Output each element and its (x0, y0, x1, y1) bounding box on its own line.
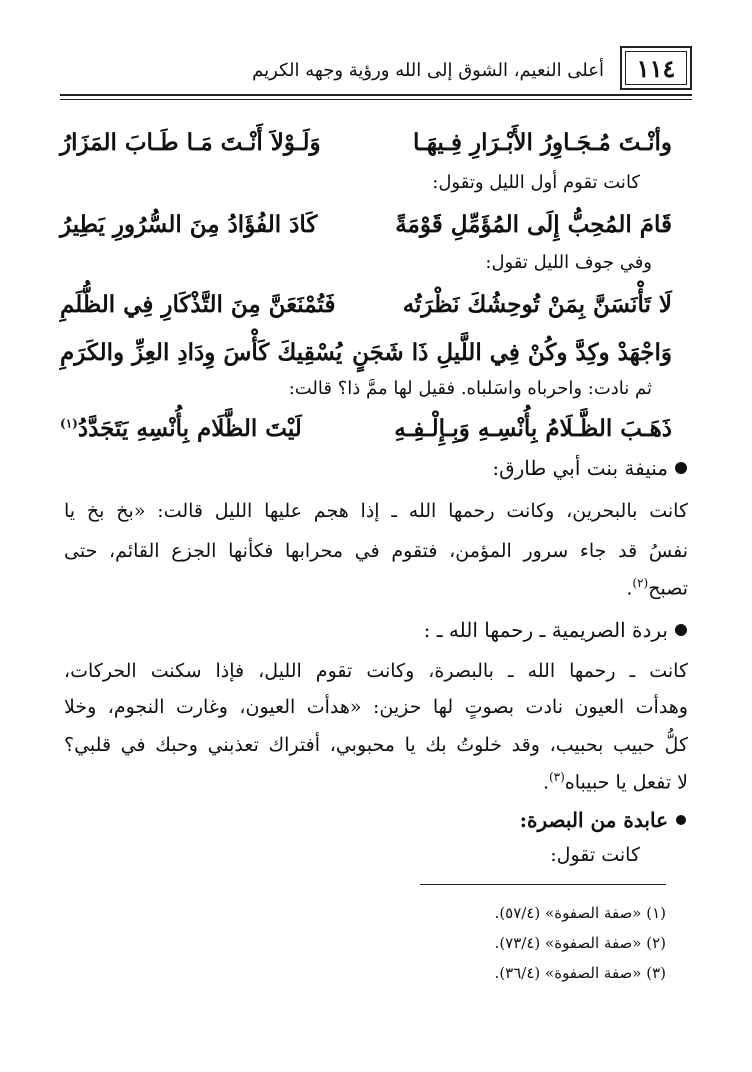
bullet-icon (676, 815, 686, 825)
page-number-box (620, 46, 692, 90)
verse-text: لَيْتَ الظَّلَام بِأُنْسِهِ يَتَجَدَّدُ (77, 414, 302, 442)
paragraph-line: وهدأت العيون نادت بصوتٍ لها حزين: «هدأت العيون، وغارت النجوم، وخلا (64, 696, 688, 718)
section-title: منيفة بنت أبي طارق: (492, 456, 668, 480)
footnote: (١) «صفة الصفوة» (٥٧/٤). (494, 904, 666, 922)
bullet-icon (676, 463, 686, 473)
paragraph-line: كانت ـ رحمها الله ـ بالبصرة، وكانت تقوم الليل، فإذا سكنت الحركات، (64, 660, 688, 682)
verse-line (60, 122, 672, 162)
paragraph-line: لا تفعل يا حبيباه$^{(٣)}$. (542, 770, 688, 794)
verse-hemistich-first: ذَهَـبَ الظَّـلَامُ بِأُنْسِـهِ وَبِـإِلْـفِـهِ (394, 414, 672, 442)
footnote: (٣) «صفة الصفوة» (٣٦/٤). (494, 964, 666, 982)
running-title: أعلى النعيم، الشوق إلى الله ورؤية وجهه الكريم (252, 60, 604, 81)
footnote-ref: (٢) (632, 576, 649, 590)
paragraph-text: تصبح (648, 577, 688, 600)
verse-hemistich-first: قَامَ المُحِبُّ إِلَى المُؤَمِّلِ قَوْمَةً (395, 210, 672, 238)
footnote: (٢) «صفة الصفوة» (٧٣/٤). (494, 934, 666, 952)
section-heading (492, 456, 686, 480)
verse-hemistich-second: يُسْقِيكَ كَأْسَ وِدَادِ العِزِّ والكَرَمِ (60, 338, 343, 366)
verse-line (60, 332, 672, 372)
verse-hemistich-first: لَا تَأْنَسَنَّ بِمَنْ تُوحِشُكَ نَظْرَتُه (402, 290, 672, 318)
paragraph-line: كلُّ حبيب بحبيب، وقد خلوتُ بك يا محبوبي، أفتراك تعذبني وحبك في قلبي؟ (64, 734, 688, 756)
paragraph-line: كانت بالبحرين، وكانت رحمها الله ـ إذا هجم عليها الليل قالت: «بخ بخ يا (64, 500, 688, 522)
intro-line: ثم نادت: واحرباه واسَلباه. فقيل لها ممَّ ذا؟ قالت: (288, 378, 652, 399)
verse-hemistich-second (60, 415, 302, 442)
footnote-ref: (٣) (548, 770, 565, 784)
bullet-icon (676, 625, 686, 635)
paragraph-line: تصبح$^{(٢)}$. (626, 576, 688, 600)
verse-line (60, 284, 672, 324)
paragraph-line: كانت تقول: (550, 844, 640, 866)
verse-hemistich-second: كَادَ الفُؤَادُ مِنَ السُّرُورِ يَطِيرُ (60, 210, 318, 238)
verse-hemistich-second: وَلَـوْلاَ أَنْـتَ مَـا طَـابَ المَزَارُ (60, 128, 321, 156)
verse-hemistich-second: فَتُمْنَعَنَّ مِنَ التَّذْكَارِ فِي الظُّلَمِ (60, 290, 336, 318)
section-title: عابدة من البصرة: (519, 808, 668, 832)
page-header (60, 44, 692, 100)
verse-line (60, 408, 672, 448)
header-rule-thin (60, 99, 692, 100)
paragraph-line: نفسُ قد جاء سرور المؤمن، فتقوم في محرابها فكأنها الجزع القائم، حتى (64, 540, 688, 562)
section-heading (424, 618, 686, 642)
section-heading (520, 808, 686, 832)
footnote-rule (420, 884, 666, 885)
intro-line: وفي جوف الليل تقول: (485, 252, 652, 273)
page-number: ١١٤ (636, 53, 676, 83)
verse-line (60, 204, 672, 244)
verse-hemistich-first: وأنْـتَ مُـجَـاوِرُ الأَبْـرَارِ فِـيهَـا (413, 128, 672, 156)
section-title: بردة الصريمية ـ رحمها الله ـ : (423, 618, 668, 642)
paragraph-text: لا تفعل يا حبيباه (564, 771, 688, 794)
footnote-ref: (١) (60, 415, 78, 430)
verse-hemistich-first: وَاجْهَدْ وكِدَّ وكُنْ فِي اللَّيلِ ذَا شَجَنٍ (352, 338, 672, 366)
intro-line: كانت تقوم أول الليل وتقول: (432, 172, 640, 193)
header-rule (60, 94, 692, 96)
